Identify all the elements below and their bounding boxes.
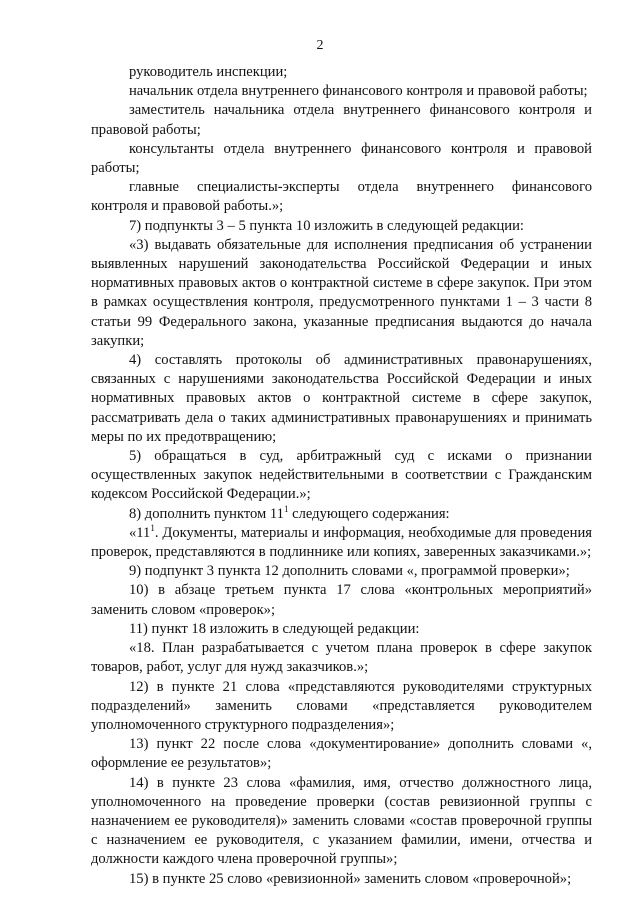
paragraph-point-11-1: [91, 524, 592, 562]
paragraph: руководитель инспекции;: [129, 64, 288, 80]
text-segment: . Документы, материалы и информация, необходимые для проведения проверок, представляются в подлиннике или копиях, заверенных заказчиками.»;: [91, 524, 592, 561]
document-body: [91, 63, 592, 889]
paragraph: консультанты отдела внутреннего финансового контроля и правовой работы;: [91, 140, 592, 177]
paragraph: «18. План разрабатывается с учетом плана проверок в сфере закупок товаров, работ, услуг для нужд заказчиков.»;: [91, 640, 592, 676]
paragraph: 5) обращаться в суд, арбитражный суд с исками о признании осуществленных закупок недействительными в соответствии с Гражданским кодексом Российской Федерации.»;: [91, 448, 592, 503]
paragraph: 11) пункт 18 изложить в следующей редакции:: [129, 620, 420, 637]
paragraph: 13) пункт 22 после слова «документирование» дополнить словами «, оформление ее результатов»;: [91, 736, 592, 772]
superscript: 1: [283, 503, 289, 514]
paragraph: 15) в пункте 25 слово «ревизионной» заменить словом «проверочной»;: [129, 870, 572, 887]
text-segment: «11: [129, 524, 151, 541]
paragraph: главные специалисты-эксперты отдела внутреннего финансового контроля и правовой работы.»;: [91, 179, 592, 215]
paragraph: 4) составлять протоколы об административных правонарушениях, связанных с нарушениями законодательства Российской Федерации и иных нормативных правовых актов о контрактной системе в сфере закупок, рассматривать дела о таких административных правонарушениях и принимать меры по их предотвращению;: [91, 352, 592, 445]
page-number: 2: [316, 38, 324, 53]
paragraph: 9) подпункт 3 пункта 12 дополнить словами «, программой проверки»;: [129, 563, 570, 580]
text-segment: следующего содержания:: [288, 505, 450, 522]
paragraph: «3) выдавать обязательные для исполнения предписания об устранении выявленных нарушений законодательства Российской Федерации и иных нормативных правовых актов о контрактной системе в сфере закупок. При этом в рамках осуществления контроля, предусмотренного пунктами 1 – 3 части 8 статьи 99 Федерального закона, указанные предписания выдаются до начала закупки;: [91, 236, 592, 349]
paragraph: начальник отдела внутреннего финансового контроля и правовой работы;: [129, 83, 588, 100]
paragraph: 10) в абзаце третьем пункта 17 слова «контрольных мероприятий» заменить словом «проверок»;: [91, 582, 592, 618]
text-segment: 8) дополнить пунктом 11: [129, 505, 284, 522]
superscript: 1: [150, 523, 155, 534]
paragraph: заместитель начальника отдела внутреннего финансового контроля и правовой работы;: [91, 102, 592, 138]
paragraph: 14) в пункте 23 слова «фамилия, имя, отчество должностного лица, уполномоченного на проведение проверки (состав ревизионной группы с назначением ее руководителя)» заменить словами «состав проверочной группы с назначением ее руководителя, с указанием фамилии, имени, отчества и должности каждого члена проверочной группы»;: [91, 774, 592, 868]
paragraph: 12) в пункте 21 слова «представляются руководителями структурных подразделений» заменить словами «представляется руководителем уполномоченного структурного подразделения»;: [91, 678, 592, 733]
paragraph-item-8: [91, 505, 592, 524]
paragraph: 7) подпункты 3 – 5 пункта 10 изложить в следующей редакции:: [129, 217, 524, 234]
